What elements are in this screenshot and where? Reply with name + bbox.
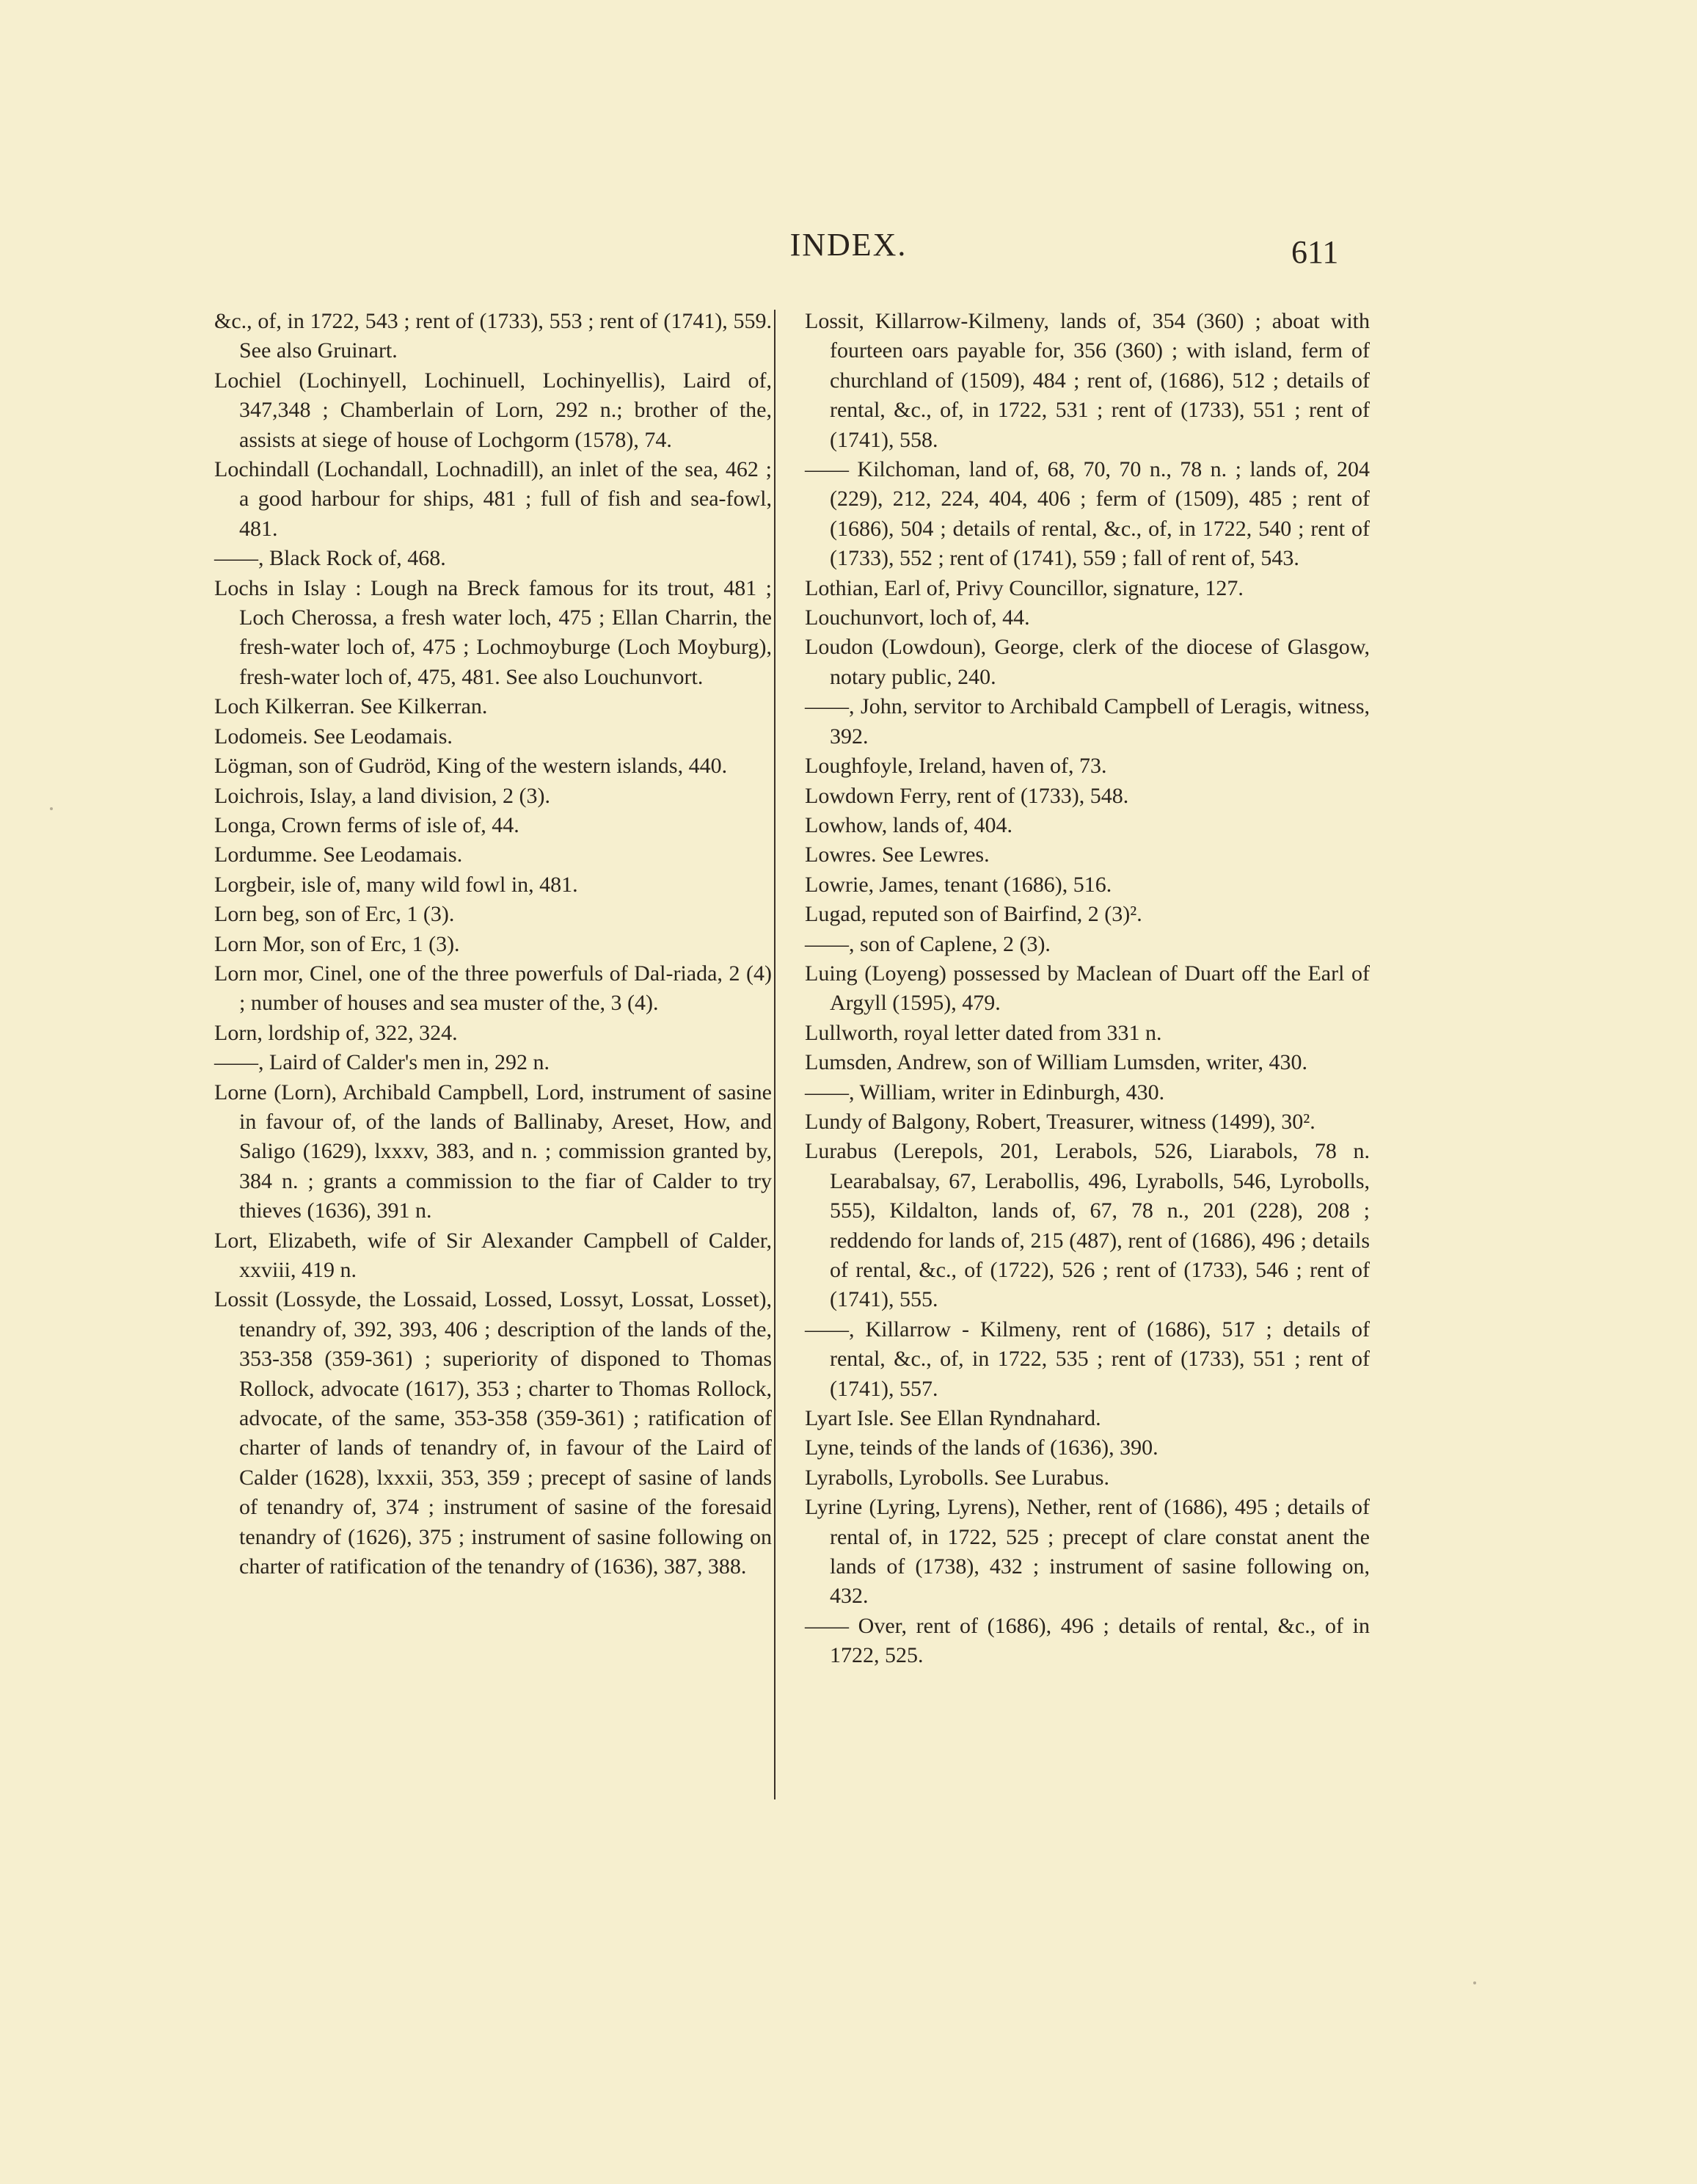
index-entry: Lullworth, royal letter dated from 331 n. bbox=[805, 1020, 1162, 1045]
paper-speck bbox=[50, 807, 53, 810]
paper-speck bbox=[1473, 1981, 1476, 1984]
index-entry: Loch Kilkerran. See Kilkerran. bbox=[214, 694, 488, 719]
index-entry: Luing (Loyeng) possessed by Maclean of Duart off the Earl of Argyll (1595), 479. bbox=[805, 961, 1370, 1016]
index-entry: Lyrabolls, Lyrobolls. See Lurabus. bbox=[805, 1465, 1109, 1490]
index-entry: Lowdown Ferry, rent of (1733), 548. bbox=[805, 783, 1129, 808]
index-entry: ——, Black Rock of, 468. bbox=[214, 546, 446, 571]
index-entry: Loudon (Lowdoun), George, clerk of the diocese of Glasgow, notary public, 240. bbox=[805, 635, 1370, 689]
index-entry: —— Over, rent of (1686), 496 ; details of rental, &c., of in 1722, 525. bbox=[805, 1613, 1370, 1668]
page-number: 611 bbox=[1291, 234, 1339, 270]
index-entry: Lumsden, Andrew, son of William Lumsden, writer, 430. bbox=[805, 1050, 1307, 1075]
index-entry: ——, Killarrow - Kilmeny, rent of (1686), 517 ; details of rental, &c., of, in 1722, 535 ; rent of (1733), 551 ; rent of (1741), 557. bbox=[805, 1317, 1370, 1401]
index-entry: Lordumme. See Leodamais. bbox=[214, 842, 463, 867]
index-entry: ——, Laird of Calder's men in, 292 n. bbox=[214, 1050, 550, 1075]
index-entry: Lugad, reputed son of Bairfind, 2 (3)². bbox=[805, 902, 1142, 927]
index-entry: Lyne, teinds of the lands of (1636), 390. bbox=[805, 1435, 1158, 1460]
index-entry: Longa, Crown ferms of isle of, 44. bbox=[214, 812, 519, 837]
index-entry: Lorn, lordship of, 322, 324. bbox=[214, 1020, 458, 1045]
index-entry: Loichrois, Islay, a land division, 2 (3). bbox=[214, 783, 550, 808]
index-column-right bbox=[805, 307, 1370, 1671]
index-entry: ——, William, writer in Edinburgh, 430. bbox=[805, 1080, 1165, 1104]
index-entry: Lögman, son of Gudröd, King of the western islands, 440. bbox=[214, 754, 728, 779]
index-entry: ——, son of Caplene, 2 (3). bbox=[805, 931, 1051, 956]
index-entry: Lorne (Lorn), Archibald Campbell, Lord, instrument of sasine in favour of, of the lands of Ballinaby, Areset, How, and Saligo (1629), lxxxv, 383, and n. ; commission granted by, 384 n. ; grants a commission to the fiar of Calder to try thieves (1636), 391 n. bbox=[214, 1080, 772, 1223]
index-entry: Lossit (Lossyde, the Lossaid, Lossed, Lossyt, Lossat, Losset), tenandry of, 392, 393, 406 ; description of the lands of the, 353-358 (359-361) ; superiority of disponed to Thomas Rollock, advocate (1617), 353 ; charter to Thomas Rollock, advocate, of the same, 353-358 (359-361) ; ratification of charter of lands of tenandry of, in favour of the Laird of Calder (1628), lxxxii, 353, 359 ; precept of sasine of lands of tenandry of, 374 ; instrument of sasine of the foresaid tenandry of (1626), 375 ; instrument of sasine following on charter of ratification of the tenandry of (1636), 387, 388. bbox=[214, 1287, 772, 1579]
index-entry: Lurabus (Lerepols, 201, Lerabols, 526, Liarabols, 78 n. Learabalsay, 67, Lerabollis, 496, Lyrabolls, 546, Lyrobolls, 555), Kildalton, lands of, 67, 78 n., 201 (228), 208 ; reddendo for lands of, 215 (487), rent of (1686), 496 ; details of rental, &c., of (1722), 526 ; rent of (1733), 546 ; rent of (1741), 555. bbox=[805, 1139, 1370, 1312]
index-entry: Lyart Isle. See Ellan Ryndnahard. bbox=[805, 1406, 1101, 1431]
index-entry: Lochindall (Lochandall, Lochnadill), an inlet of the sea, 462 ; a good harbour for ships, 481 ; full of fish and sea-fowl, 481. bbox=[214, 457, 772, 541]
column-divider bbox=[774, 310, 775, 1799]
index-entry: Lothian, Earl of, Privy Councillor, signature, 127. bbox=[805, 575, 1244, 600]
index-entry: &c., of, in 1722, 543 ; rent of (1733), 553 ; rent of (1741), 559. See also Gruinart. bbox=[214, 309, 772, 363]
index-entry: Lowres. See Lewres. bbox=[805, 842, 990, 867]
index-entry: Loughfoyle, Ireland, haven of, 73. bbox=[805, 754, 1107, 779]
index-entry: Lorn Mor, son of Erc, 1 (3). bbox=[214, 931, 460, 956]
index-column-left bbox=[214, 307, 772, 1581]
index-entry: Lochs in Islay : Lough na Breck famous for its trout, 481 ; Loch Cherossa, a fresh water loch, 475 ; Ellan Charrin, the fresh-water loch of, 475 ; Lochmoyburge (Loch Moyburg), fresh-water loch of, 475, 481. See also Louchunvort. bbox=[214, 575, 772, 689]
index-entry: Lochiel (Lochinyell, Lochinuell, Lochinyellis), Laird of, 347,348 ; Chamberlain of Lorn, 292 n.; brother of the, assists at siege of house of Lochgorm (1578), 74. bbox=[214, 368, 772, 452]
index-entry: Louchunvort, loch of, 44. bbox=[805, 605, 1030, 630]
index-entry: Lossit, Killarrow-Kilmeny, lands of, 354 (360) ; aboat with fourteen oars payable for, 356 (360) ; with island, ferm of churchland of (1509), 484 ; rent of, (1686), 512 ; details of rental, &c., of, in 1722, 531 ; rent of (1733), 551 ; rent of (1741), 558. bbox=[805, 309, 1370, 452]
index-entry: Lowhow, lands of, 404. bbox=[805, 812, 1013, 837]
index-entry: ——, John, servitor to Archibald Campbell of Leragis, witness, 392. bbox=[805, 694, 1370, 749]
index-entry: —— Kilchoman, land of, 68, 70, 70 n., 78 n. ; lands of, 204 (229), 212, 224, 404, 406 ; ferm of (1509), 485 ; rent of (1686), 504 ; details of rental, &c., of, in 1722, 540 ; rent of (1733), 552 ; rent of (1741), 559 ; fall of rent of, 543. bbox=[805, 457, 1370, 571]
index-entry: Lorn mor, Cinel, one of the three powerfuls of Dal-riada, 2 (4) ; number of houses and sea muster of the, 3 (4). bbox=[214, 961, 772, 1016]
index-entry: Lyrine (Lyring, Lyrens), Nether, rent of (1686), 495 ; details of rental of, in 1722, 525 ; precept of clare constat anent the lands of (1738), 432 ; instrument of sasine following on, 432. bbox=[805, 1495, 1370, 1609]
index-entry: Lort, Elizabeth, wife of Sir Alexander Campbell of Calder, xxviii, 419 n. bbox=[214, 1228, 772, 1282]
index-entry: Lorn beg, son of Erc, 1 (3). bbox=[214, 902, 455, 927]
index-entry: Lundy of Balgony, Robert, Treasurer, witness (1499), 30². bbox=[805, 1109, 1315, 1134]
index-entry: Lorgbeir, isle of, many wild fowl in, 481. bbox=[214, 872, 578, 897]
index-entry: Lodomeis. See Leodamais. bbox=[214, 724, 453, 749]
page-title: INDEX. bbox=[789, 227, 908, 263]
index-entry: Lowrie, James, tenant (1686), 516. bbox=[805, 872, 1112, 897]
